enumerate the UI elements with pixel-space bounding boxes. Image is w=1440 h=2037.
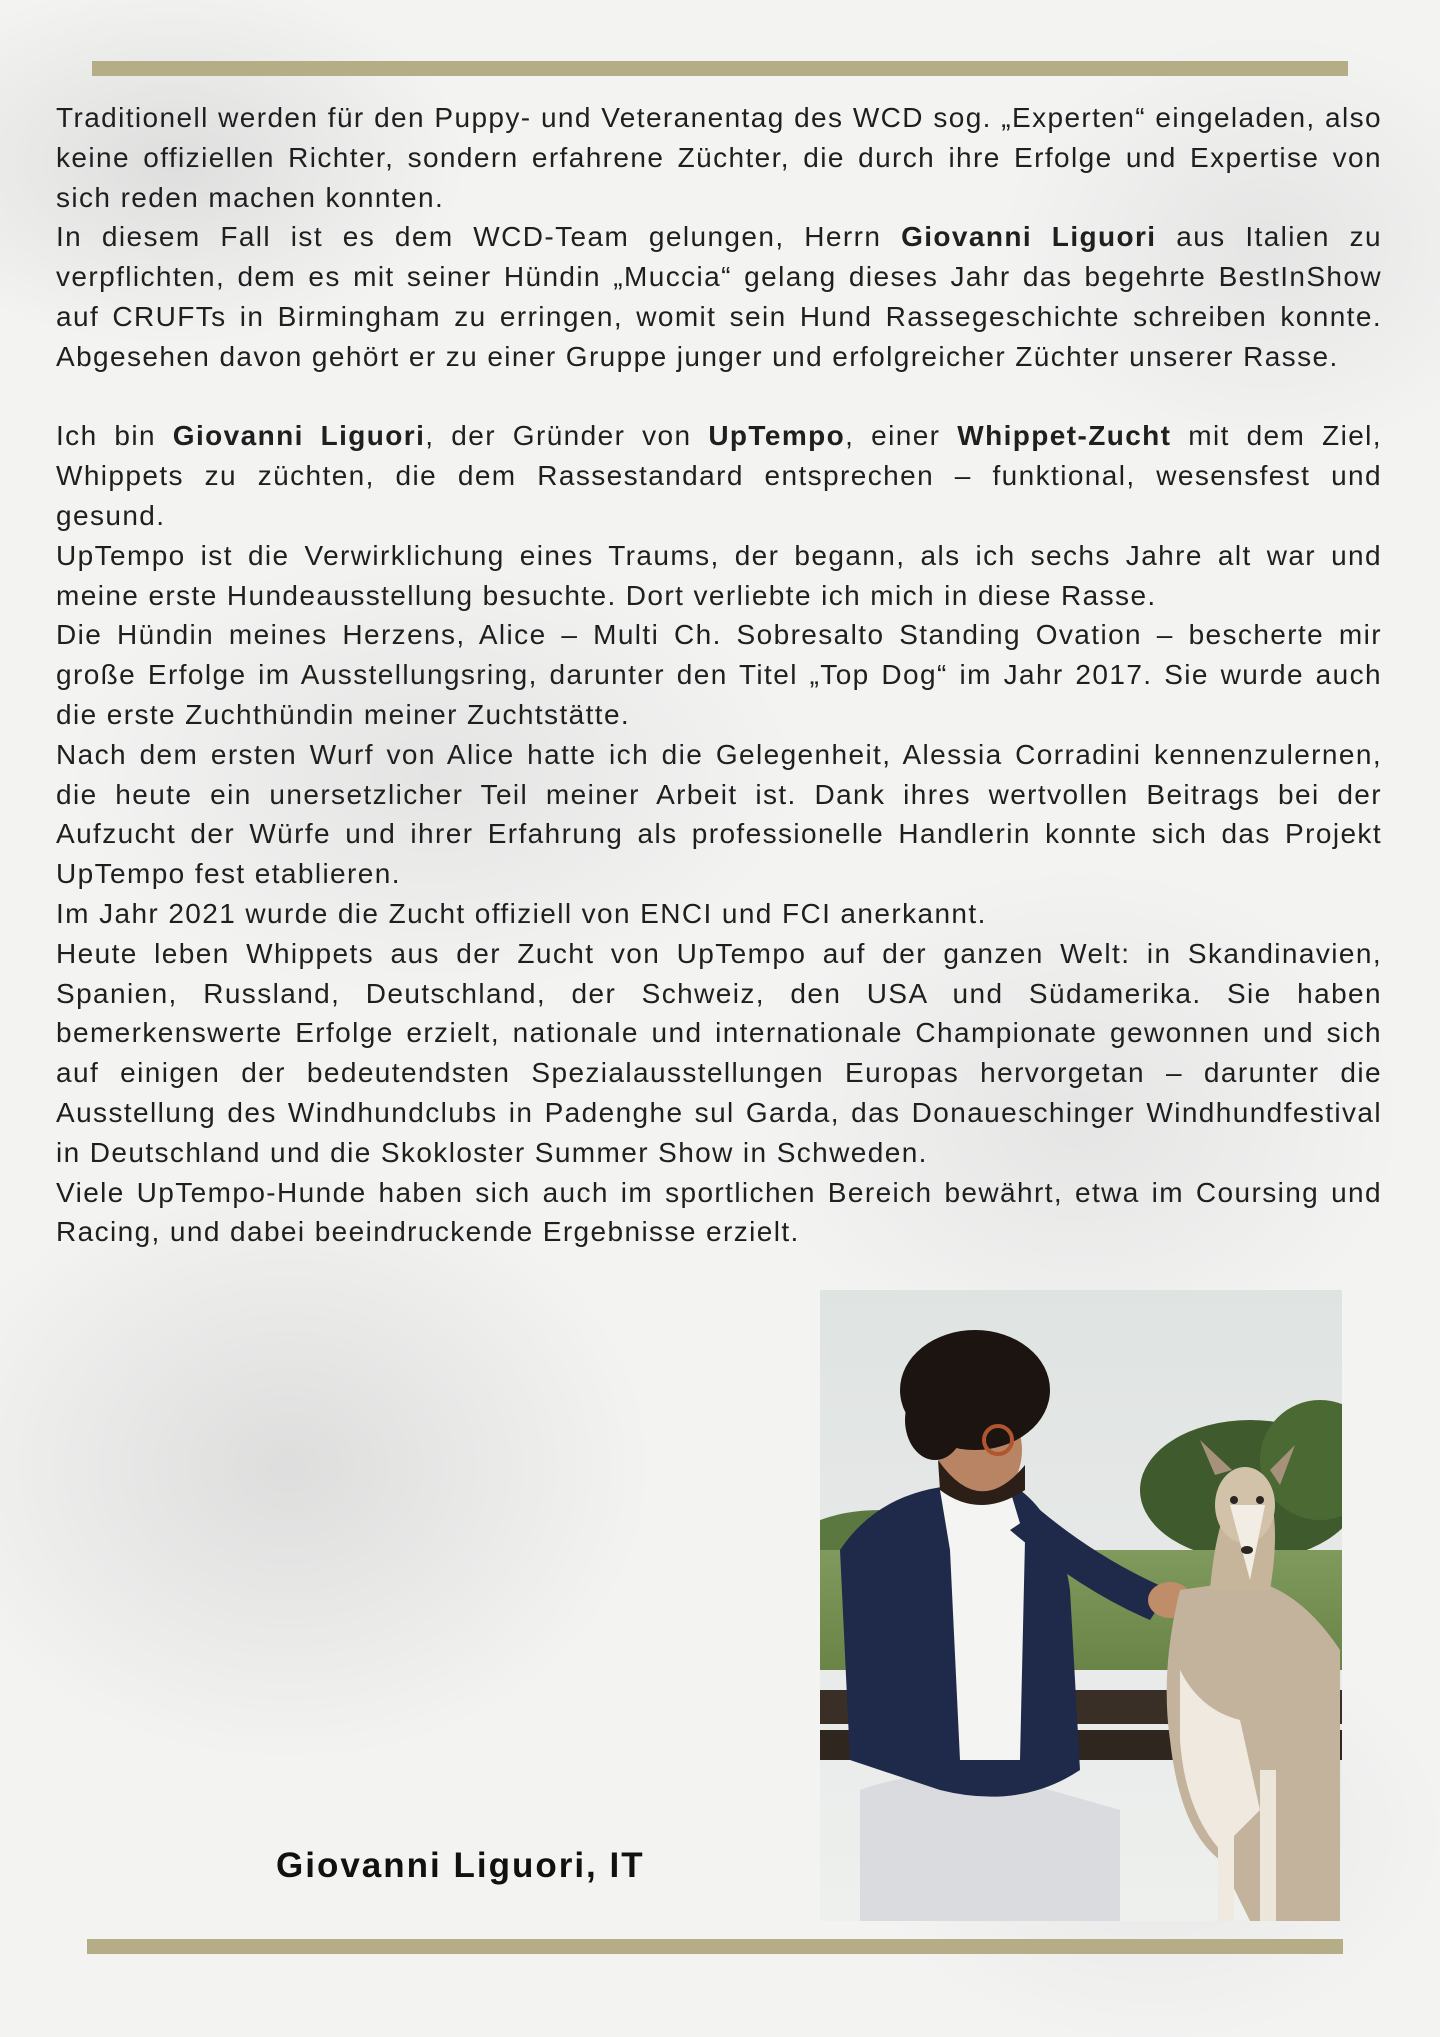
paragraph-self-intro: Ich bin Giovanni Liguori, der Gründer von UpTempo, einer Whippet-Zucht mit dem Ziel, Whippets zu züchten, die dem Rassestandard entsprechen – funktional, wesensfest und gesund. bbox=[56, 420, 1382, 531]
paragraph-dream: UpTempo ist die Verwirklichung eines Traums, der begann, als ich sechs Jahre alt war und meine erste Hundeausstellung besuchte. Dort verliebte ich mich in diese Rasse. bbox=[56, 539, 1382, 611]
paragraph-corradini: Nach dem ersten Wurf von Alice hatte ich die Gelegenheit, Alessia Corradini kennenzulernen, die heute ein unersetzlicher Teil meiner Arbeit ist. Dank ihres wertvollen Beitrags bei der Aufzucht der Würfe und ihrer Erfahrung als professionelle Handlerin konnte sich das Projekt UpTempo fest etablieren. bbox=[56, 738, 1382, 890]
bottom-divider bbox=[87, 1939, 1343, 1954]
paragraph-judge: In diesem Fall ist es dem WCD-Team gelungen, Herrn Giovanni Liguori aus Italien zu verpflichten, dem es mit seiner Hündin „Muccia“ gelang dieses Jahr das begehrte BestInShow auf CRUFTs in Birmingham zu erringen, womit sein Hund Rassegeschichte schreiben konnte. Abgesehen davon gehört er zu einer Gruppe junger und erfolgreicher Züchter unserer Rasse. bbox=[56, 221, 1382, 372]
author-signature: Giovanni Liguori, IT bbox=[276, 1846, 645, 1885]
paragraph-alice: Die Hündin meines Herzens, Alice – Multi Ch. Sobresalto Standing Ovation – bescherte mir große Erfolge im Ausstellungsring, darunter den Titel „Top Dog“ im Jahr 2017. Sie wurde auch die erste Zuchthündin meiner Zuchtstätte. bbox=[56, 619, 1382, 730]
portrait-photo bbox=[820, 1290, 1342, 1921]
kennel-name: UpTempo bbox=[708, 420, 846, 452]
judge-name: Giovanni Liguori bbox=[901, 221, 1157, 253]
paragraph-recognition: Im Jahr 2021 wurde die Zucht offiziell von ENCI und FCI anerkannt. bbox=[56, 897, 987, 929]
paragraph-sport: Viele UpTempo-Hunde haben sich auch im sportlichen Bereich bewährt, etwa im Coursing und Racing, und dabei beeindruckende Ergebnisse erzielt. bbox=[56, 1176, 1382, 1248]
paragraph-worldwide: Heute leben Whippets aus der Zucht von UpTempo auf der ganzen Welt: in Skandinavien, Spanien, Russland, Deutschland, der Schweiz, den USA und Südamerika. Sie haben bemerkenswerte Erfolge erzielt, nationale und internationale Championate gewonnen und sich auf einigen der bedeutendsten Spezialausstellungen Europas hervorgetan – darunter die Ausstellung des Windhundclubs in Padenghe sul Garda, das Donaueschinger Windhundfestival in Deutschland und die Skokloster Summer Show in Schweden. bbox=[56, 937, 1382, 1168]
author-name: Giovanni Liguori bbox=[172, 420, 426, 452]
article-body bbox=[56, 98, 1382, 1252]
paragraph-intro: Traditionell werden für den Puppy- und Veteranentag des WCD sog. „Experten“ eingeladen, also keine offiziellen Richter, sondern erfahrene Züchter, die durch ihre Erfolge und Expertise von sich reden machen konnten. bbox=[56, 102, 1382, 213]
top-divider bbox=[92, 61, 1348, 76]
breeding-type: Whippet-Zucht bbox=[957, 420, 1172, 452]
